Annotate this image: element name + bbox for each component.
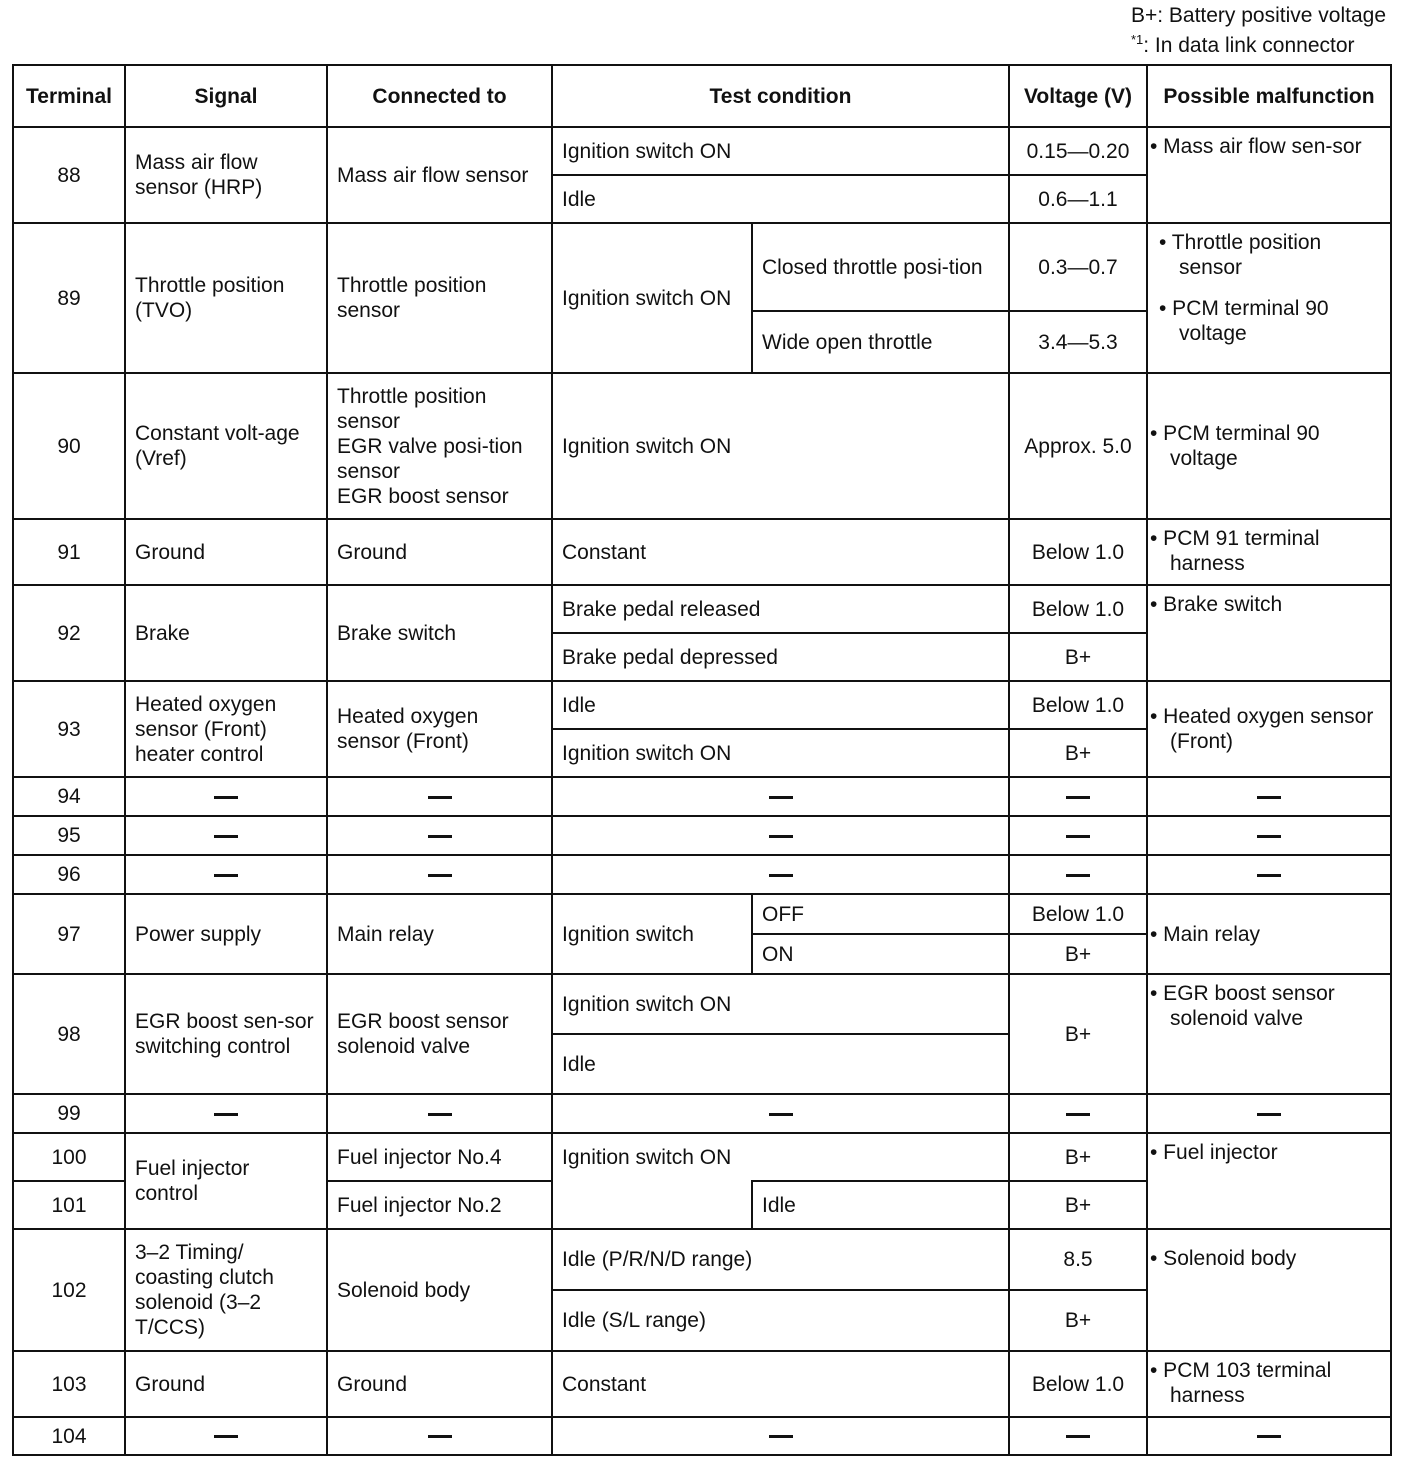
sub-condition-cell: ON: [752, 934, 1009, 974]
connected-cell: Mass air flow sensor: [327, 127, 552, 223]
voltage-cell: 8.5: [1009, 1229, 1147, 1290]
terminal-cell: 101: [13, 1181, 125, 1229]
malfunction-cell: • EGR boost sensor solenoid valve: [1147, 974, 1391, 1094]
table-row: [13, 585, 1391, 633]
empty-cell: [552, 777, 1009, 816]
terminal-cell: 97: [13, 894, 125, 974]
terminal-cell: 95: [13, 816, 125, 855]
voltage-cell: B+: [1009, 1290, 1147, 1351]
empty-cell: [1009, 777, 1147, 816]
signal-cell: Constant volt-age (Vref): [125, 373, 327, 519]
empty-cell: [327, 777, 552, 816]
dash-mark: [769, 1113, 793, 1116]
voltage-cell: 0.6—1.1: [1009, 175, 1147, 223]
empty-cell: [552, 1094, 1009, 1133]
footnote-mark: *1: [1130, 32, 1144, 47]
voltage-cell: B+: [1009, 729, 1147, 777]
header-terminal: Terminal: [13, 65, 125, 127]
dash-mark: [769, 1435, 793, 1438]
malfunction-cell: • PCM 103 terminal harness: [1147, 1351, 1391, 1417]
dash-mark: [1257, 874, 1281, 877]
condition-cell: Brake pedal released: [552, 585, 1009, 633]
table-row: [13, 1133, 1391, 1181]
signal-cell: Brake: [125, 585, 327, 681]
dash-mark: [214, 796, 238, 799]
connected-cell: [327, 373, 552, 519]
table-row: [13, 974, 1391, 1034]
empty-cell: [327, 855, 552, 894]
malfunction-cell: • PCM terminal 90 voltage: [1147, 373, 1391, 519]
connected-cell: Heated oxygen sensor (Front): [327, 681, 552, 777]
signal-cell: Power supply: [125, 894, 327, 974]
dash-mark: [214, 874, 238, 877]
empty-cell: [125, 1417, 327, 1455]
condition-cell: Idle (P/R/N/D range): [552, 1229, 1009, 1290]
signal-cell: Mass air flow sensor (HRP): [125, 127, 327, 223]
empty-cell: [1147, 855, 1391, 894]
connected-cell: EGR boost sensor solenoid valve: [327, 974, 552, 1094]
empty-cell: [552, 1181, 752, 1229]
dash-mark: [214, 1435, 238, 1438]
footnote-note: [1131, 28, 1386, 58]
condition-cell: Constant: [552, 1351, 1009, 1417]
condition-cell: Ignition switch ON: [552, 729, 1009, 777]
header-connected-to: Connected to: [327, 65, 552, 127]
empty-cell: [552, 855, 1009, 894]
dash-mark: [1257, 796, 1281, 799]
malfunction-cell: • Mass air flow sen-sor: [1147, 127, 1391, 223]
table-row: [13, 816, 1391, 855]
table-row: [13, 519, 1391, 585]
condition-cell: Idle: [552, 175, 1009, 223]
terminal-cell: 91: [13, 519, 125, 585]
condition-cell: Ignition switch ON: [552, 1133, 1009, 1181]
header-row: [13, 65, 1391, 127]
empty-cell: [1147, 1417, 1391, 1455]
footnote-text: : In data link connector: [1143, 34, 1355, 57]
condition-cell: Idle: [552, 1034, 1009, 1094]
condition-cell: Ignition switch: [552, 894, 752, 974]
table-row: [13, 127, 1391, 175]
dash-mark: [214, 835, 238, 838]
connected-cell: Brake switch: [327, 585, 552, 681]
dash-mark: [1257, 835, 1281, 838]
dash-mark: [769, 835, 793, 838]
condition-cell: Ignition switch ON: [552, 127, 1009, 175]
dash-mark: [1066, 1435, 1090, 1438]
dash-mark: [769, 796, 793, 799]
voltage-cell: B+: [1009, 633, 1147, 681]
terminal-cell: 99: [13, 1094, 125, 1133]
condition-cell: Idle (S/L range): [552, 1290, 1009, 1351]
terminal-cell: 89: [13, 223, 125, 373]
connected-cell: Ground: [327, 1351, 552, 1417]
empty-cell: [1009, 1094, 1147, 1133]
connected-cell: Fuel injector No.2: [327, 1181, 552, 1229]
signal-cell: Throttle position (TVO): [125, 223, 327, 373]
voltage-cell: Below 1.0: [1009, 519, 1147, 585]
dash-mark: [214, 1113, 238, 1116]
dash-mark: [1066, 1113, 1090, 1116]
connected-item: EGR valve posi-tion sensor: [337, 434, 523, 483]
terminal-cell: 92: [13, 585, 125, 681]
signal-cell: Ground: [125, 1351, 327, 1417]
signal-cell: Fuel injector control: [125, 1133, 327, 1229]
dash-mark: [428, 835, 452, 838]
voltage-cell: B+: [1009, 1133, 1147, 1181]
table-row: [13, 1229, 1391, 1290]
malfunction-cell: • Solenoid body: [1147, 1229, 1391, 1351]
malfunction-item: • PCM terminal 90 voltage: [1159, 297, 1329, 345]
voltage-cell: Below 1.0: [1009, 681, 1147, 729]
sub-condition-cell: OFF: [752, 894, 1009, 934]
empty-cell: [125, 1094, 327, 1133]
terminal-cell: 98: [13, 974, 125, 1094]
malfunction-cell: • PCM 91 terminal harness: [1147, 519, 1391, 585]
table-row: [13, 1351, 1391, 1417]
empty-cell: [1009, 816, 1147, 855]
condition-cell: Ignition switch ON: [552, 373, 1009, 519]
dash-mark: [428, 1435, 452, 1438]
dash-mark: [1066, 874, 1090, 877]
terminal-cell: 100: [13, 1133, 125, 1181]
empty-cell: [327, 1094, 552, 1133]
terminal-cell: 102: [13, 1229, 125, 1351]
table-row: [13, 1417, 1391, 1455]
b-plus-note: B+: Battery positive voltage: [1130, 4, 1386, 27]
pcm-terminal-table: [12, 64, 1392, 1456]
header-voltage: Voltage (V): [1009, 65, 1147, 127]
terminal-cell: 104: [13, 1417, 125, 1455]
connected-cell: Solenoid body: [327, 1229, 552, 1351]
table-row: [13, 894, 1391, 934]
dash-mark: [1066, 835, 1090, 838]
empty-cell: [125, 855, 327, 894]
signal-cell: EGR boost sen-sor switching control: [125, 974, 327, 1094]
table-row: [13, 855, 1391, 894]
malfunction-cell: • Brake switch: [1147, 585, 1391, 681]
connected-item: EGR boost sensor: [337, 484, 509, 508]
condition-cell: Ignition switch ON: [552, 974, 1009, 1034]
voltage-cell: B+: [1009, 1181, 1147, 1229]
sub-condition-cell: Closed throttle posi-tion: [752, 223, 1009, 311]
sub-condition-cell: Idle: [752, 1181, 1009, 1229]
malfunction-cell: • Fuel injector: [1147, 1133, 1391, 1229]
empty-cell: [552, 816, 1009, 855]
malfunction-cell: • Heated oxygen sensor (Front): [1147, 681, 1391, 777]
signal-cell: Ground: [125, 519, 327, 585]
voltage-cell: Below 1.0: [1009, 894, 1147, 934]
terminal-cell: 96: [13, 855, 125, 894]
terminal-cell: 93: [13, 681, 125, 777]
voltage-cell: 3.4—5.3: [1009, 311, 1147, 373]
connected-cell: Fuel injector No.4: [327, 1133, 552, 1181]
malfunction-item: • Throttle position sensor: [1159, 231, 1322, 279]
condition-cell: Ignition switch ON: [552, 223, 752, 373]
empty-cell: [1147, 777, 1391, 816]
sub-condition-cell: Wide open throttle: [752, 311, 1009, 373]
empty-cell: [1009, 1417, 1147, 1455]
connected-cell: Main relay: [327, 894, 552, 974]
terminal-cell: 94: [13, 777, 125, 816]
dash-mark: [1257, 1113, 1281, 1116]
empty-cell: [1147, 816, 1391, 855]
connected-cell: Throttle position sensor: [327, 223, 552, 373]
dash-mark: [1066, 796, 1090, 799]
table-row: [13, 223, 1391, 311]
terminal-cell: 90: [13, 373, 125, 519]
empty-cell: [552, 1417, 1009, 1455]
header-malfunction: Possible malfunction: [1147, 65, 1391, 127]
empty-cell: [125, 816, 327, 855]
terminal-cell: 88: [13, 127, 125, 223]
table-row: [13, 1094, 1391, 1133]
table-row: [13, 681, 1391, 729]
header-signal: Signal: [125, 65, 327, 127]
voltage-cell: 0.3—0.7: [1009, 223, 1147, 311]
voltage-cell: B+: [1009, 934, 1147, 974]
condition-cell: Constant: [552, 519, 1009, 585]
condition-cell: Brake pedal depressed: [552, 633, 1009, 681]
connected-cell: Ground: [327, 519, 552, 585]
voltage-cell: Approx. 5.0: [1009, 373, 1147, 519]
malfunction-cell: [1147, 223, 1391, 373]
signal-cell: 3–2 Timing/ coasting clutch solenoid (3–2 T/CCS): [125, 1229, 327, 1351]
dash-mark: [428, 874, 452, 877]
dash-mark: [1257, 1435, 1281, 1438]
empty-cell: [1147, 1094, 1391, 1133]
voltage-cell: B+: [1009, 974, 1147, 1094]
signal-cell: Heated oxygen sensor (Front) heater control: [125, 681, 327, 777]
voltage-cell: Below 1.0: [1009, 1351, 1147, 1417]
dash-mark: [769, 874, 793, 877]
empty-cell: [1009, 855, 1147, 894]
malfunction-cell: • Main relay: [1147, 894, 1391, 974]
condition-cell: Idle: [552, 681, 1009, 729]
header-test-condition: Test condition: [552, 65, 1009, 127]
dash-mark: [428, 796, 452, 799]
empty-cell: [125, 777, 327, 816]
connected-item: Throttle position sensor: [337, 384, 487, 433]
empty-cell: [327, 816, 552, 855]
legend-notes: [1131, 4, 1386, 58]
voltage-cell: Below 1.0: [1009, 585, 1147, 633]
voltage-cell: 0.15—0.20: [1009, 127, 1147, 175]
dash-mark: [428, 1113, 452, 1116]
terminal-cell: 103: [13, 1351, 125, 1417]
table-row: [13, 777, 1391, 816]
table-row: [13, 373, 1391, 519]
empty-cell: [327, 1417, 552, 1455]
